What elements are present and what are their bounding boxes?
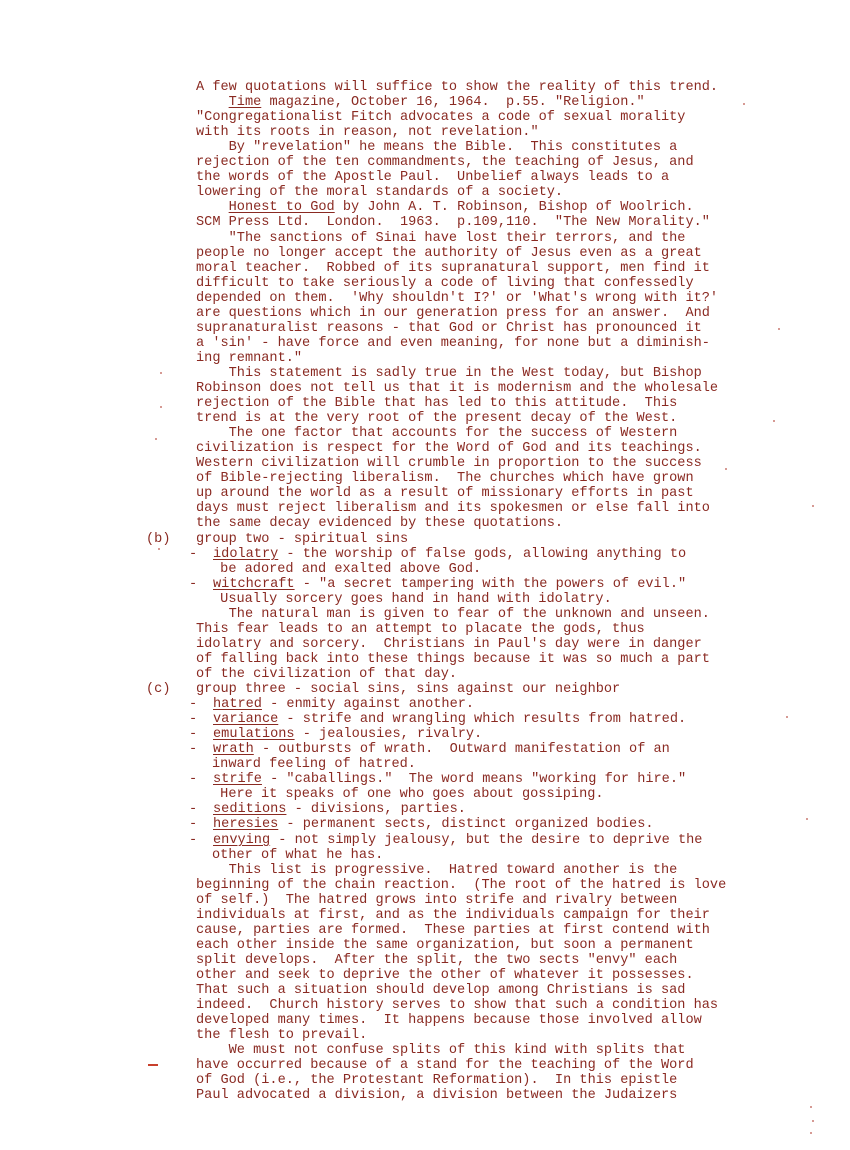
underlined-term: witchcraft [213,576,295,592]
text-line [189,833,702,848]
list-marker: - [189,832,198,848]
paper-speck [155,438,157,440]
text-line [196,231,685,246]
text-line [196,336,710,351]
text-line [196,110,685,125]
line-text: This fear leads to an attempt to placate the gods, thus [196,621,645,637]
line-text [196,95,229,110]
list-marker: - [189,817,198,833]
margin-mark [148,1064,158,1066]
text-line [196,306,710,321]
line-text: developed many times. It happens because those involved allow [196,1013,702,1029]
text-line [189,697,474,712]
line-text: the words of the Apostle Paul. Unbelief always leads to a [196,170,670,186]
underlined-term: strife [213,772,262,788]
text-line [196,923,710,938]
underlined-term: hatred [213,697,262,713]
paper-speck [778,328,780,330]
text-line [196,321,702,336]
text-line [196,863,677,878]
line-text: depended on them. 'Why shouldn't I?' or 'What's wrong with it?' [196,290,719,306]
text-line [189,577,686,592]
underlined-term: seditions [213,802,287,818]
line-text: rejection of the Bible that has led to this attitude. This [196,396,678,412]
text-line [196,652,710,667]
underlined-term: envying [213,832,271,848]
text-line [196,878,726,893]
text-line [196,276,694,291]
line-text: of the civilization of that day. [196,666,458,682]
line-text: trend is at the very root of the present decay of the West. [196,411,678,427]
line-text: ing remnant." [196,350,303,366]
text-line [212,562,481,577]
text-line [146,531,409,547]
text-line [196,486,694,501]
line-text: supranaturalist reasons - that God or Christ has pronounced it [196,320,702,336]
line-text: days must reject liberalism and its spokesmen or else fall into [196,501,710,517]
line-text: Robinson does not tell us that it is modernism and the wholesale [196,381,719,396]
line-text: of God (i.e., the Protestant Reformation). In this epistle [196,1073,678,1089]
line-text: - "a secret tampering with the powers of evil." [294,576,687,592]
text-line [189,772,686,787]
text-line [212,848,383,863]
text-line [196,381,718,396]
text-line [196,983,685,998]
text-line [196,908,710,923]
text-line [196,622,645,637]
list-marker: - [189,576,198,592]
text-line [189,802,466,817]
text-line [189,727,482,742]
line-text: of self.) The hatred grows into strife and rivalry between [196,892,678,908]
line-text: each other inside the same organization, but soon a permanent [196,937,694,953]
line-text: lowering of the moral standards of a society. [196,185,564,201]
line-text: - jealousies, rivalry. [294,727,483,743]
line-text: "Congregationalist Fitch advocates a code of sexual morality [196,110,686,126]
paper-speck [158,548,160,550]
line-text: - enmity against another. [261,697,475,713]
list-marker: - [189,727,198,743]
text-line [196,215,710,230]
text-line [196,516,563,531]
text-line [196,456,702,471]
list-marker: - [189,546,198,562]
line-text: magazine, October 16, 1964. p.55. "Religion." [261,95,645,111]
line-text: That such a situation should develop among Christians is sad [196,983,686,998]
text-line [196,1058,694,1073]
line-text: with its roots in reason, not revelation." [196,125,539,141]
paper-speck [786,716,788,718]
text-line [196,607,710,622]
paper-speck [812,505,814,507]
text-line [196,637,702,652]
line-text: have occurred because of a stand for the teaching of the Word [196,1058,694,1074]
line-text: group two - spiritual sins [196,531,409,547]
line-text: of Bible-rejecting liberalism. The churches which have grown [196,471,694,487]
text-line [196,998,718,1013]
underlined-term: variance [213,712,279,728]
line-text: rejection of the ten commandments, the teaching of Jesus, and [196,155,694,171]
text-line [196,441,702,456]
line-text: Usually sorcery goes hand in hand with idolatry. [212,591,612,607]
line-text: We must not confuse splits of this kind with splits that [196,1043,686,1059]
text-line [196,351,302,366]
text-line [196,246,702,261]
line-text: - "caballings." The word means "working for hire." [261,772,687,788]
line-text: other of what he has. [212,847,384,863]
text-line [196,968,694,983]
line-text: Here it speaks of one who goes about gossiping. [212,787,604,803]
line-text: This statement is sadly true in the West today, but Bishop [196,365,702,381]
line-text: of falling back into these things because it was so much a part [196,651,710,667]
list-marker: - [189,742,198,758]
text-line [196,155,694,170]
paper-speck [160,406,162,408]
line-text: the flesh to prevail. [196,1028,368,1044]
text-line [146,682,621,697]
line-text: - the worship of false gods, allowing anything to [278,546,687,562]
line-text: SCM Press Ltd. London. 1963. p.109,110. "The New Morality." [196,215,710,231]
text-line [196,953,677,968]
text-line [189,547,686,562]
line-text: The natural man is given to fear of the unknown and unseen. [196,606,710,622]
paper-speck [725,468,727,470]
text-line [196,185,563,200]
underlined-term: Honest to God [228,200,335,216]
text-line [196,170,669,185]
line-text: The one factor that accounts for the success of Western [196,426,678,442]
line-text [196,200,229,215]
text-line [196,938,694,953]
text-line [196,396,677,411]
line-text: indeed. Church history serves to show that such a condition has [196,998,719,1014]
line-text: beginning of the chain reaction. (The root of the hatred is love [196,877,727,893]
underlined-term: emulations [213,727,295,743]
line-text: people no longer accept the authority of Jesus even as a great [196,245,702,261]
text-line [212,757,416,772]
line-text: This list is progressive. Hatred toward another is the [196,862,678,878]
text-line [189,742,670,757]
list-marker: - [189,802,198,818]
line-text: A few quotations will suffice to show the reality of this trend. [196,80,719,95]
list-marker: (b) [146,531,171,547]
paper-speck [810,1132,812,1134]
underlined-term: idolatry [213,546,279,562]
list-marker: (c) [146,682,171,697]
line-text: "The sanctions of Sinai have lost their terrors, and the [196,230,686,246]
text-line [196,411,677,426]
line-text: be adored and exalted above God. [212,561,482,577]
line-text: moral teacher. Robbed of its supranatural support, men find it [196,260,710,276]
text-line [212,787,604,802]
text-line [196,200,694,215]
line-text: up around the world as a result of missionary efforts in past [196,486,694,502]
paper-speck [812,1120,814,1122]
text-line [196,471,694,486]
line-text: idolatry and sorcery. Christians in Paul's day were in danger [196,636,702,652]
line-text: Western civilization will crumble in proportion to the success [196,456,702,472]
underlined-term: heresies [213,817,279,833]
line-text: - not simply jealousy, but the desire to deprive the [270,832,703,848]
line-text: by John A. T. Robinson, Bishop of Woolrich. [334,200,694,216]
text-line [196,366,702,381]
text-line [196,893,677,908]
text-line [189,712,686,727]
underlined-term: wrath [213,742,254,758]
line-text: individuals at first, and as the individuals campaign for their [196,907,710,923]
line-text: Paul advocated a division, a division between the Judaizers [196,1088,678,1104]
line-text: are questions which in our generation press for an answer. And [196,305,710,321]
line-text: - divisions, parties. [286,802,466,818]
paper-speck [160,372,162,374]
text-line [196,140,677,155]
text-line [196,426,677,441]
paper-speck [806,818,808,820]
underlined-term: Time [228,95,262,111]
line-text: a 'sin' - have force and even meaning, for none but a diminish- [196,335,710,351]
text-line [196,1043,685,1058]
text-line [196,667,457,682]
line-text: - outbursts of wrath. Outward manifestation of an [253,742,670,758]
list-marker: - [189,772,198,788]
line-text: - permanent sects, distinct organized bodies. [278,817,654,833]
paper-speck [773,420,775,422]
list-marker: - [189,712,198,728]
text-line [196,291,718,306]
paper-speck [810,1106,812,1108]
list-marker: - [189,697,198,713]
text-line [196,1013,702,1028]
text-line [196,80,718,95]
text-line [196,1088,677,1103]
text-line [196,95,645,110]
text-line [196,261,710,276]
line-text: group three - social sins, sins against our neighbor [196,682,621,697]
text-line [196,125,539,140]
line-text: - strife and wrangling which results from hatred. [278,712,687,728]
text-line [196,1028,367,1043]
line-text: split develops. After the split, the two sects "envy" each [196,952,678,968]
line-text: civilization is respect for the Word of God and its teachings. [196,441,702,457]
line-text: cause, parties are formed. These parties at first contend with [196,922,710,938]
paper-speck [743,103,745,105]
text-line [196,501,710,516]
line-text: inward feeling of hatred. [212,757,416,773]
line-text: By "revelation" he means the Bible. This constitutes a [196,140,678,156]
line-text: other and seek to deprive the other of whatever it possesses. [196,967,694,983]
line-text: difficult to take seriously a code of living that confessedly [196,275,694,291]
line-text: the same decay evidenced by these quotations. [196,516,564,532]
text-line [196,1073,677,1088]
text-line [189,817,654,832]
text-line [212,592,612,607]
